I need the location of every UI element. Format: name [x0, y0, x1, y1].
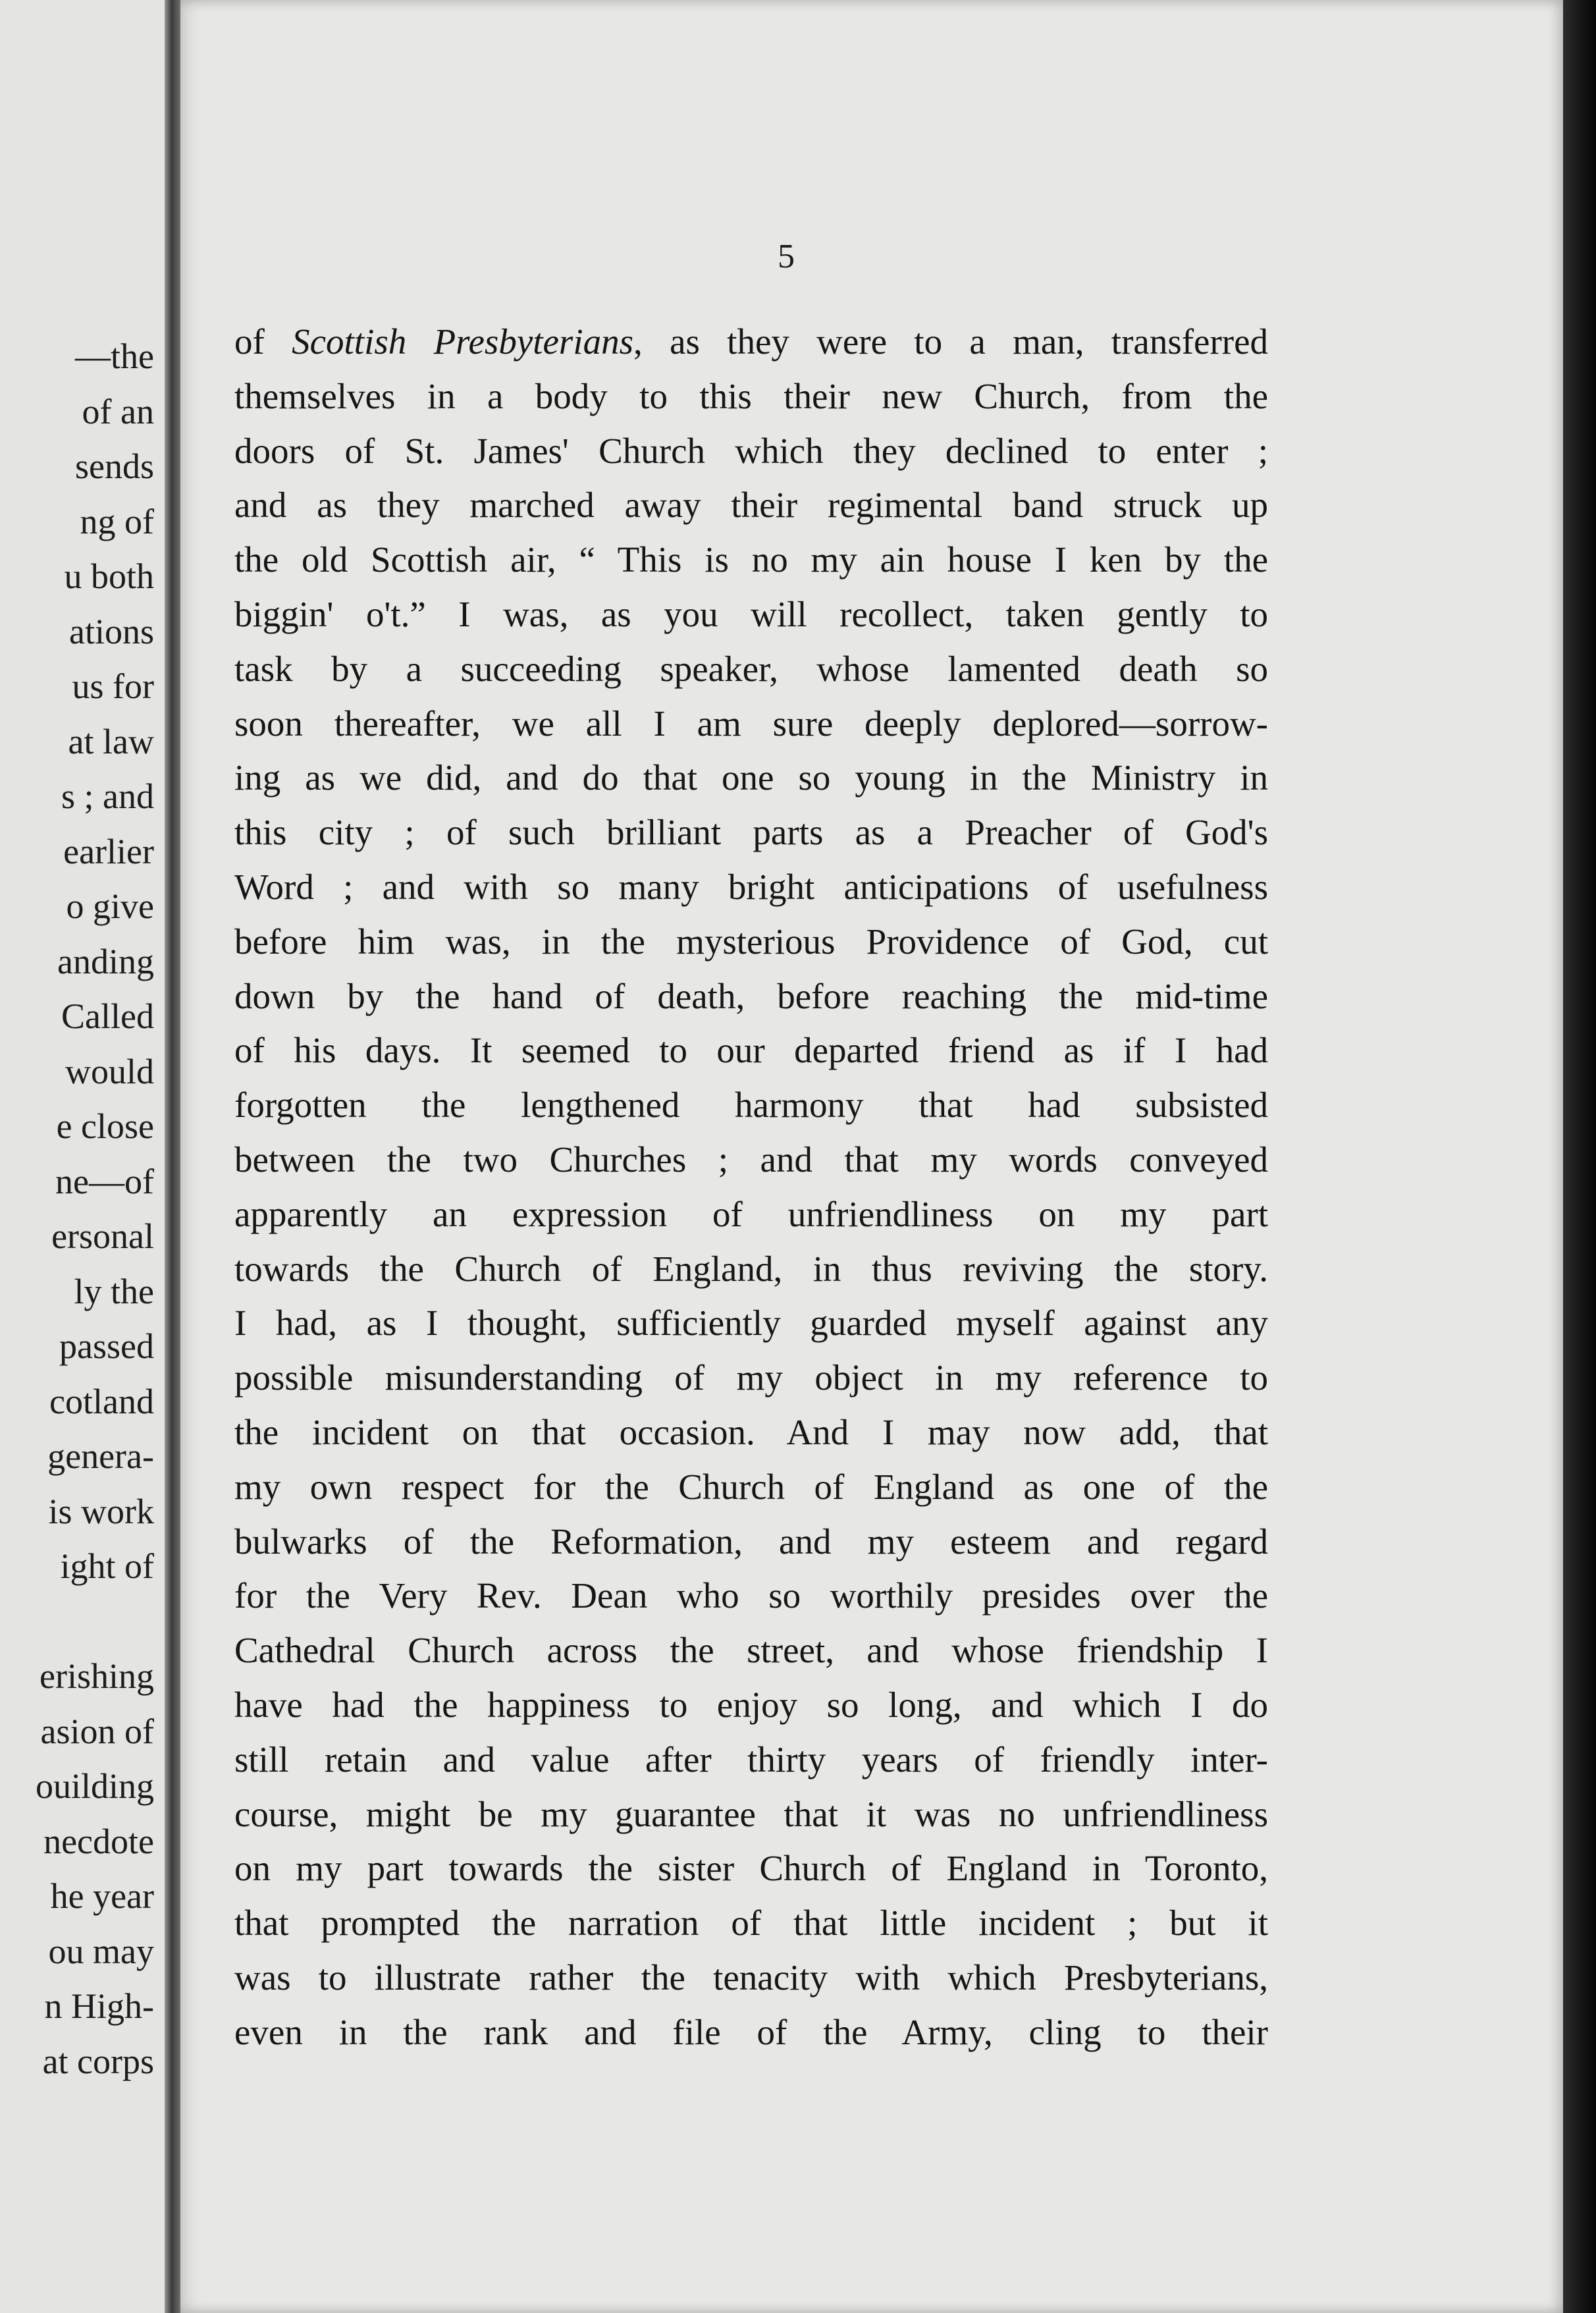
text-line: before him was, in the mysterious Providence of God, cut [234, 921, 1268, 962]
text-line: task by a succeeding speaker, whose lamented death so [234, 648, 1268, 689]
text-line: down by the hand of death, before reaching the mid-time [234, 975, 1268, 1016]
facing-line: necdote [43, 1821, 154, 1861]
facing-line: ou may [48, 1931, 154, 1971]
facing-line: ly the [74, 1271, 154, 1311]
text-line: still retain and value after thirty years of friendly inter- [234, 1739, 1268, 1780]
text-line: on my part towards the sister Church of England in Toronto, [234, 1848, 1268, 1889]
text-line: have had the happiness to enjoy so long, and which I do [234, 1684, 1268, 1725]
page-number: 5 [778, 238, 795, 275]
text-line: course, might be my guarantee that it was no unfriendliness [234, 1793, 1268, 1834]
facing-page-text [36, 329, 154, 2089]
facing-line: anding [57, 941, 154, 981]
text-line: towards the Church of England, in thus reviving the story. [234, 1248, 1268, 1289]
facing-line: —the [75, 337, 154, 376]
body-text [234, 315, 1268, 2060]
facing-line: sends [75, 447, 154, 486]
facing-line: o give [66, 886, 154, 926]
book-gutter [165, 0, 180, 2313]
facing-page-fragment [0, 0, 165, 2313]
text-line: of his days. It seemed to our departed friend as if I had [234, 1030, 1268, 1071]
facing-line: at law [68, 721, 154, 761]
facing-line [36, 1594, 154, 1650]
facing-line: of an [82, 391, 154, 431]
facing-line: ations [69, 611, 154, 651]
text-line: forgotten the lengthened harmony that had subsisted [234, 1085, 1268, 1126]
facing-line: ersonal [51, 1216, 154, 1256]
text-line: the old Scottish air, “ This is no my ain house I ken by the [234, 539, 1268, 580]
facing-line: e close [56, 1106, 154, 1146]
text-line: I had, as I thought, sufficiently guarded myself against any [234, 1303, 1268, 1344]
text-line: was to illustrate rather the tenacity with which Presbyterians, [234, 1957, 1268, 1998]
text-line: soon thereafter, we all I am sure deeply deplored—sorrow- [234, 703, 1268, 744]
text-line: and as they marched away their regimental band struck up [234, 485, 1268, 526]
facing-line: ne—of [55, 1161, 154, 1201]
facing-line: s ; and [61, 776, 154, 816]
main-page [180, 0, 1563, 2313]
text-line: even in the rank and file of the Army, cling to their [234, 2011, 1268, 2052]
facing-line: at corps [42, 2041, 154, 2081]
facing-line: he year [50, 1876, 154, 1916]
facing-line: asion of [40, 1711, 154, 1751]
text-line: for the Very Rev. Dean who so worthily presides over the [234, 1575, 1268, 1616]
text-line: possible misunderstanding of my object in my reference to [234, 1357, 1268, 1398]
text-line: Word ; and with so many bright anticipations of usefulness [234, 866, 1268, 907]
facing-line: ouilding [35, 1766, 154, 1806]
text-line: the incident on that occasion. And I may now add, that [234, 1411, 1268, 1452]
facing-line: n High- [44, 1986, 154, 2026]
facing-line: us for [72, 667, 154, 706]
text-line: apparently an expression of unfriendliness on my part [234, 1193, 1268, 1234]
text-line: bulwarks of the Reformation, and my esteem and regard [234, 1521, 1268, 1562]
facing-line: erishing [40, 1656, 154, 1696]
text-line: that prompted the narration of that little incident ; but it [234, 1903, 1268, 1944]
text-line: my own respect for the Church of England as one of the [234, 1466, 1268, 1507]
facing-line: would [65, 1051, 154, 1091]
facing-line: is work [48, 1491, 154, 1531]
italic-phrase: Scottish Presbyterians [292, 321, 634, 362]
facing-line: earlier [63, 831, 154, 871]
text-line: Cathedral Church across the street, and whose friendship I [234, 1630, 1268, 1671]
text-line: between the two Churches ; and that my words conveyed [234, 1139, 1268, 1180]
facing-line: u both [64, 557, 154, 596]
text-line: biggin' o't.” I was, as you will recollect, taken gently to [234, 593, 1268, 634]
text-line: themselves in a body to this their new Church, from the [234, 375, 1268, 416]
facing-line: passed [59, 1326, 154, 1366]
scan-edge [1563, 0, 1596, 2313]
facing-line: cotland [49, 1381, 154, 1421]
text-line: ing as we did, and do that one so young in the Ministry in [234, 757, 1268, 798]
text-line: of Scottish Presbyterians, as they were to a man, transferred [234, 321, 1268, 362]
facing-line: Called [61, 996, 154, 1036]
text-line: doors of St. James' Church which they declined to enter ; [234, 430, 1268, 471]
facing-line: ng of [80, 501, 154, 541]
text-line: this city ; of such brilliant parts as a Preacher of God's [234, 812, 1268, 853]
facing-line: genera- [47, 1436, 154, 1476]
facing-line: ight of [60, 1546, 154, 1586]
